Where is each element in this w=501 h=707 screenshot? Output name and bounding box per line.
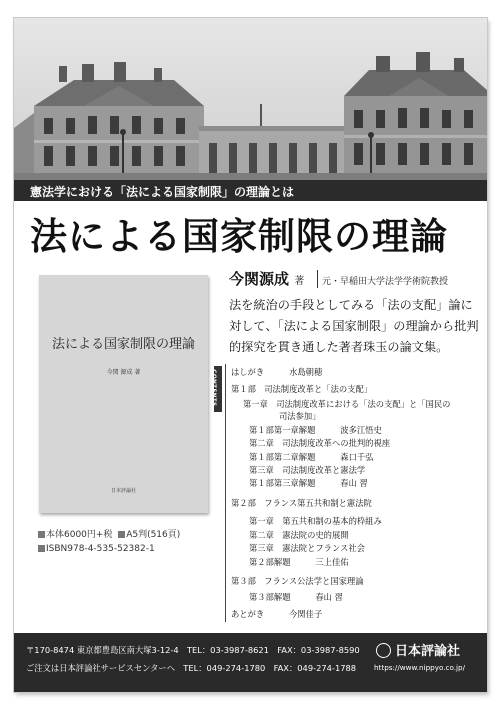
author-name (229, 268, 304, 289)
isbn-info (38, 544, 155, 554)
book-cover-image (39, 275, 208, 513)
publisher-logo-text: 日本評論社 (395, 644, 461, 659)
cover-title: 法による国家制限の理論 (51, 337, 195, 352)
toc-item: 第３部解題 春山 習 (249, 592, 343, 602)
toc-item: 第２部解題 三上佳佑 (249, 557, 349, 567)
toc-item: はしがき 水島朝穂 (231, 367, 323, 377)
author-affiliation: 元・早稲田大学法学学術院教授 (322, 277, 449, 287)
contents-tag (210, 366, 222, 412)
blurb-line: 法を統治の手段としてみる「法の支配」論に (229, 298, 473, 312)
subtitle-text: 憲法学における「法による国家制限」の理論とは (30, 185, 295, 199)
toc-item: 第一章 司法制度改革における「法の支配」と「国民の (243, 399, 451, 409)
publisher-logo-icon (376, 643, 391, 658)
price-info (38, 527, 180, 540)
book-title: 法による国家制限の理論 (30, 214, 448, 258)
toc-item: 第一章 第五共和制の基本的枠組み (249, 516, 382, 526)
toc-item: 第２部 フランス第五共和制と憲法院 (231, 498, 372, 508)
address-line: 〒170-8474 東京都豊島区南大塚3-12-4 TEL：03-3987-8621 FAX：03-3987-8590 (26, 645, 360, 655)
blurb-line: 的探究を貫き通した著者珠玉の論文集。 (229, 340, 449, 354)
price-text: 本体6000円+税 (46, 530, 113, 540)
toc-item: 第１部第二章解題 森口千弘 (249, 452, 374, 462)
bullet-square-icon (38, 545, 45, 552)
toc-item: 第１部 司法制度改革と「法の支配」 (231, 384, 373, 394)
blurb-line: 対して、「法による国家制限」の理論から批判 (229, 319, 479, 333)
toc-item: 第３部 フランス公法学と国家理論 (231, 576, 364, 586)
toc-item: 第１部第三章解題 春山 習 (249, 478, 368, 488)
bullet-square-icon (118, 531, 125, 538)
order-line: ご注文は日本評論社サービスセンターへ TEL：049-274-1780 FAX：049-274-1788 (26, 663, 357, 673)
palace-illustration (14, 18, 487, 180)
contents-label: CONTENTS (210, 369, 217, 407)
author-divider (317, 270, 318, 288)
subtitle-bar (14, 180, 487, 201)
toc-item: 第二章 憲法院の史的展開 (249, 530, 349, 540)
cover-author: 今関 源成 著 (106, 369, 141, 376)
publisher-url[interactable]: https://www.nippyo.co.jp/ (374, 663, 465, 672)
format-text: A5判(516頁) (126, 530, 181, 540)
toc-item: 第１部第一章解題 波多江悟史 (249, 425, 382, 435)
building-photo (14, 18, 487, 180)
contents-rule (225, 364, 226, 622)
isbn-text: ISBN978-4-535-52382-1 (46, 544, 155, 554)
author-suffix: 著 (294, 276, 305, 287)
toc-item: 第三章 憲法院とフランス社会 (249, 543, 365, 553)
toc-item: あとがき 今関佳子 (231, 609, 323, 619)
toc-item: 第二章 司法制度改革への批判的視座 (249, 438, 391, 448)
cover-publisher: 日本評論社 (110, 488, 136, 494)
author-name-text: 今関源成 (229, 270, 290, 288)
bullet-square-icon (38, 531, 45, 538)
toc-item: 司法参加」 (279, 411, 321, 421)
toc-item: 第三章 司法制度改革と憲法学 (249, 465, 366, 475)
